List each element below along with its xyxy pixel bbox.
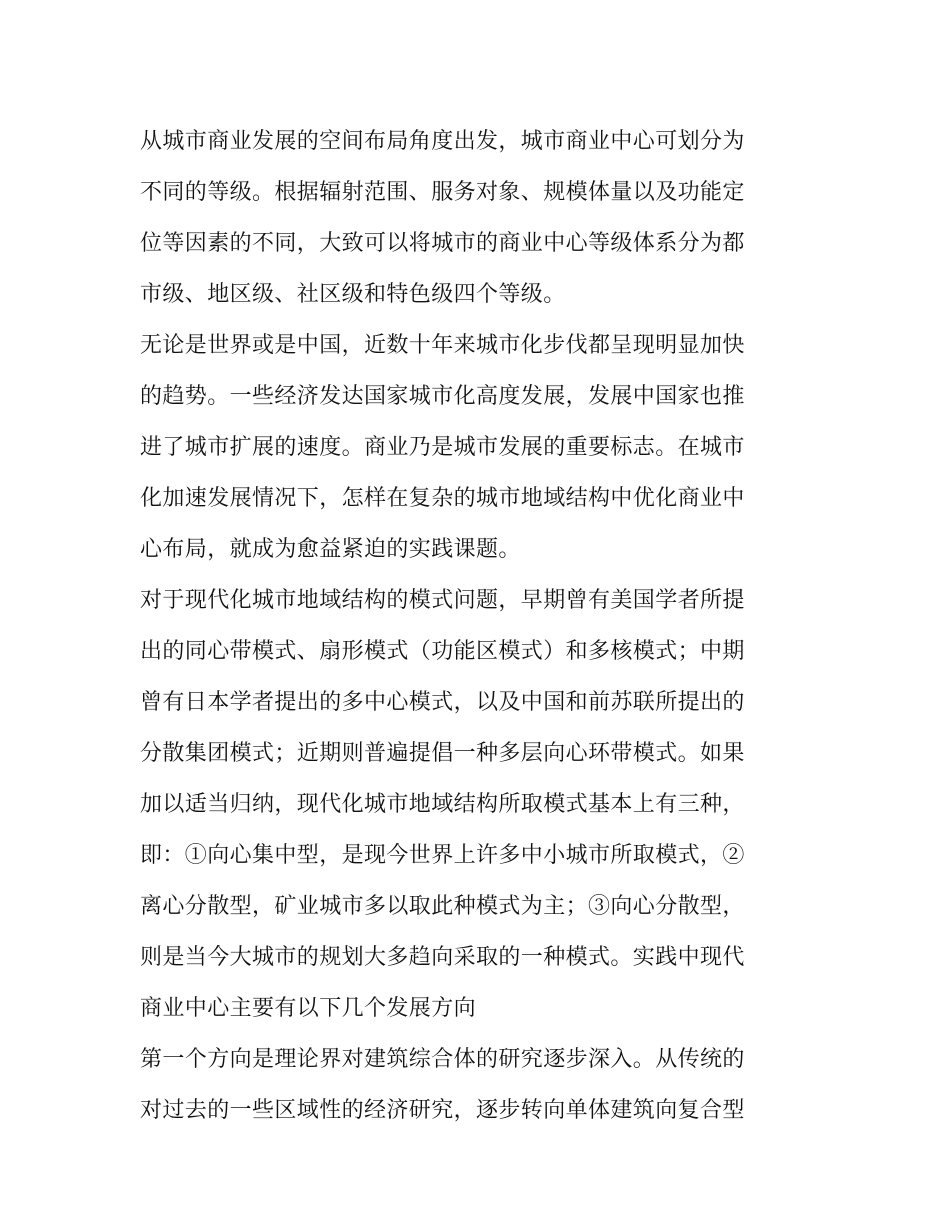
text-line-14: 加以适当归纳，现代化城市地域结构所取模式基本上有三种， [140,792,745,817]
text-line-10: 对于现代化城市地域结构的模式问题，早期曾有美国学者所提 [140,588,745,613]
text-line-13: 分散集团模式；近期则普遍提倡一种多层向心环带模式。如果 [140,741,745,766]
text-line-1: 从城市商业发展的空间布局角度出发，城市商业中心可划分为 [140,129,745,154]
text-line-12: 曾有日本学者提出的多中心模式，以及中国和前苏联所提出的 [140,690,745,715]
text-line-9: 心布局，就成为愈益紧迫的实践课题。 [140,537,521,562]
text-line-7: 进了城市扩展的速度。商业乃是城市发展的重要标志。在城市 [140,435,745,460]
text-line-11: 出的同心带模式、扇形模式（功能区模式）和多核模式；中期 [140,639,745,664]
text-line-8: 化加速发展情况下，怎样在复杂的城市地域结构中优化商业中 [140,486,745,511]
text-line-16: 离心分散型，矿业城市多以取此种模式为主；③向心分散型， [140,894,745,919]
text-line-5: 无论是世界或是中国，近数十年来城市化步伐都呈现明显加快 [140,333,745,358]
text-line-19: 第一个方向是理论界对建筑综合体的研究逐步深入。从传统的 [140,1047,745,1072]
text-line-20: 对过去的一些区域性的经济研究，逐步转向单体建筑向复合型 [140,1098,745,1123]
text-line-4: 市级、地区级、社区级和特色级四个等级。 [140,282,566,307]
text-line-3: 位等因素的不同，大致可以将城市的商业中心等级体系分为都 [140,231,745,256]
body-text [140,116,815,1136]
text-line-2: 不同的等级。根据辐射范围、服务对象、规模体量以及功能定 [140,180,745,205]
text-line-18: 商业中心主要有以下几个发展方向 [140,996,477,1021]
text-line-17: 则是当今大城市的规划大多趋向采取的一种模式。实践中现代 [140,945,745,970]
text-line-6: 的趋势。一些经济发达国家城市化高度发展，发展中国家也推 [140,384,745,409]
text-line-15: 即：①向心集中型，是现今世界上许多中小城市所取模式，② [140,843,745,868]
